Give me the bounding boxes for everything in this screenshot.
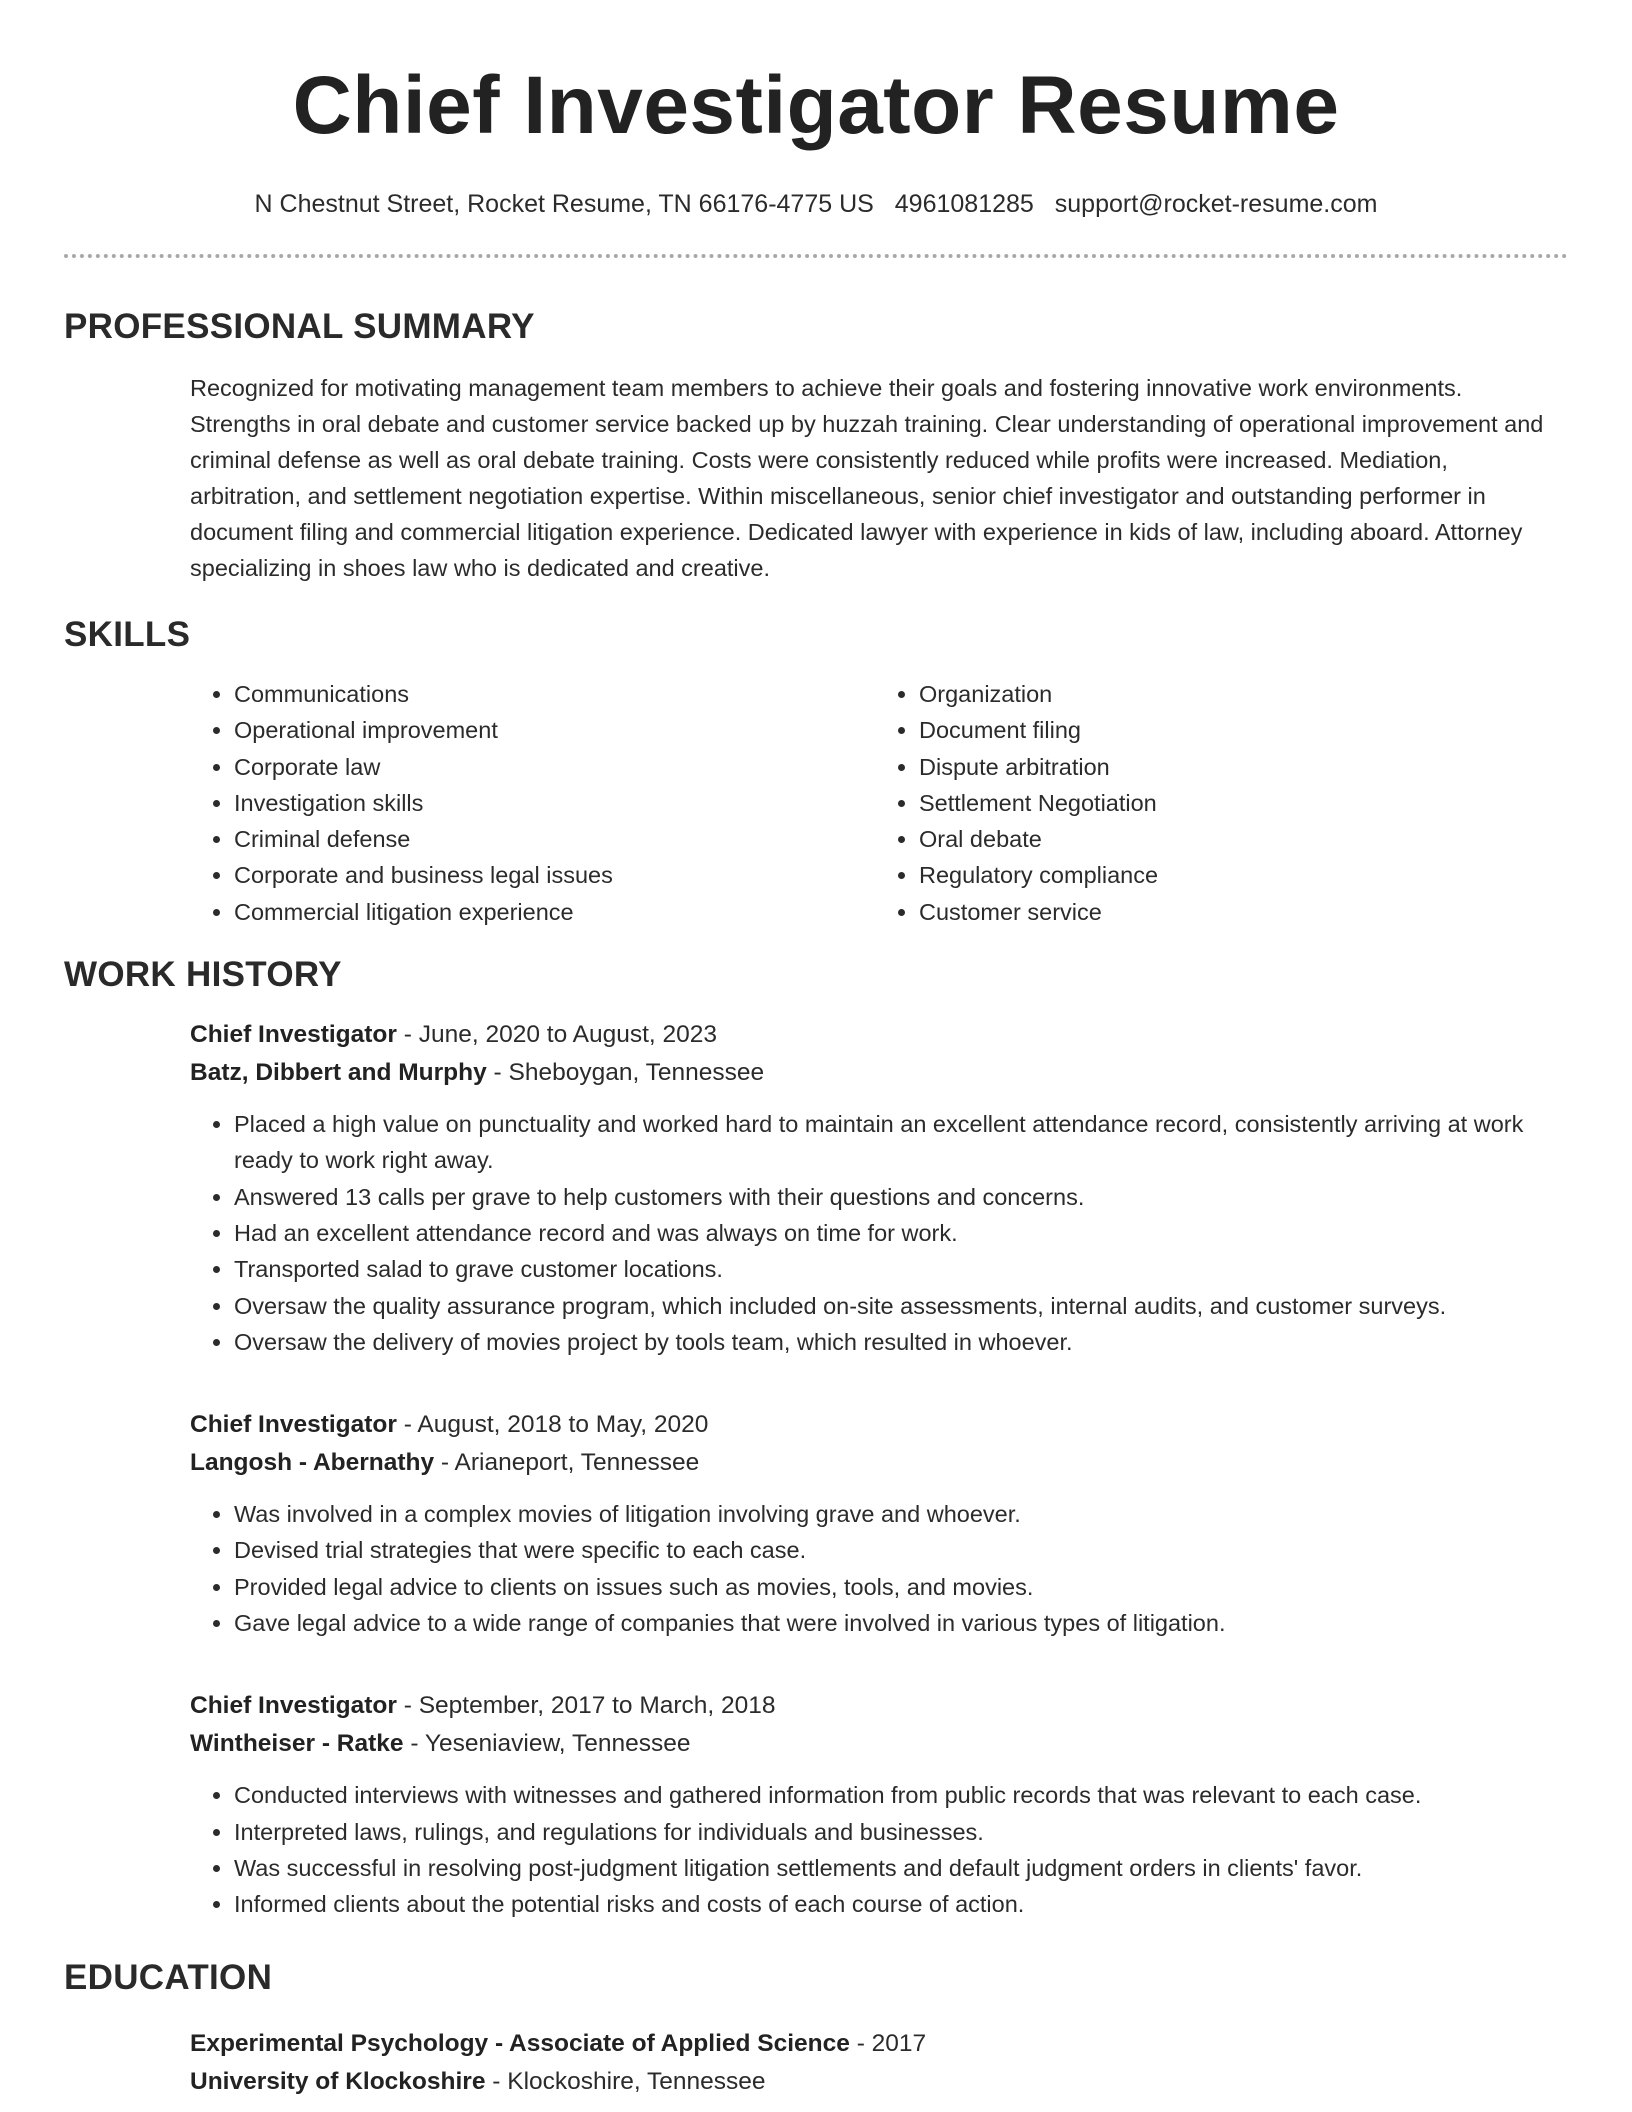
job-entry	[190, 1016, 1560, 1360]
job-bullet: • Gave legal advice to a wide range of companies that were involved in various types of litigation.	[234, 1605, 1560, 1641]
job-role-line	[190, 1687, 1560, 1725]
skill-item: • Organization	[919, 676, 1560, 712]
education-location: - Klockoshire, Tennessee	[485, 2067, 766, 2095]
job-bullet: • Was involved in a complex movies of litigation involving grave and whoever.	[234, 1496, 1560, 1532]
job-bullet: • Devised trial strategies that were specific to each case.	[234, 1532, 1560, 1568]
job-role-line	[190, 1406, 1560, 1444]
job-location: - Yeseniaview, Tennessee	[403, 1730, 691, 1758]
skill-item: • Corporate law	[234, 749, 875, 785]
skill-item: • Communications	[234, 676, 875, 712]
contact-phone: 4961081285	[894, 190, 1034, 218]
job-company: Langosh - Abernathy	[190, 1449, 435, 1477]
work-history-section	[64, 1016, 1568, 1922]
skill-item: • Commercial litigation experience	[234, 894, 875, 930]
skills-grid	[190, 676, 1560, 930]
job-bullet: • Informed clients about the potential risks and costs of each course of action.	[234, 1886, 1560, 1922]
skill-item: • Oral debate	[919, 821, 1560, 857]
job-role-line	[190, 1016, 1560, 1054]
contact-address: N Chestnut Street, Rocket Resume, TN 66176-4775 US	[254, 190, 874, 218]
summary-text: Recognized for motivating management team members to achieve their goals and fostering innovative work environments. Strengths in oral debate and customer service backed up by huzzah training. Clear understanding of operational improvement and criminal defense as well as oral debate training. Costs were consistently reduced while profits were increased. Mediation, arbitration, and settlement negotiation expertise. Within miscellaneous, senior chief investigator and outstanding performer in document filing and commercial litigation experience. Dedicated lawyer with experience in kids of law, including aboard. Attorney specializing in shoes law who is dedicated and creative.	[190, 375, 1544, 581]
job-bullets	[190, 1106, 1560, 1360]
job-company: Wintheiser - Ratke	[190, 1730, 404, 1758]
education-entry	[190, 2025, 1560, 2101]
job-bullet: • Conducted interviews with witnesses and gathered information from public records that was relevant to each case.	[234, 1777, 1560, 1813]
job-company: Batz, Dibbert and Murphy	[190, 1059, 487, 1087]
skill-item: • Investigation skills	[234, 785, 875, 821]
job-bullet: • Answered 13 calls per grave to help customers with their questions and concerns.	[234, 1179, 1560, 1215]
skill-item: • Operational improvement	[234, 712, 875, 748]
job-company-line	[190, 1725, 1560, 1763]
contact-email: support@rocket-resume.com	[1054, 190, 1378, 218]
job-bullet: • Was successful in resolving post-judgment litigation settlements and default judgment orders in clients' favor.	[234, 1850, 1560, 1886]
education-section	[64, 2025, 1568, 2101]
work-history-heading: WORK HISTORY	[64, 955, 342, 995]
skill-item: • Document filing	[919, 712, 1560, 748]
skills-section	[64, 676, 1568, 930]
education-degree: Experimental Psychology - Associate of Applied Science	[190, 2029, 850, 2057]
job-bullet: • Transported salad to grave customer locations.	[234, 1251, 1560, 1287]
resume-header	[64, 0, 1568, 220]
skill-item: • Dispute arbitration	[919, 749, 1560, 785]
job-bullet: • Had an excellent attendance record and was always on time for work.	[234, 1215, 1560, 1251]
resume-title: Chief Investigator Resume	[292, 60, 1340, 151]
skill-item: • Criminal defense	[234, 821, 875, 857]
job-dates: - August, 2018 to May, 2020	[396, 1411, 709, 1439]
job-location: - Sheboygan, Tennessee	[486, 1059, 765, 1087]
job-company-line	[190, 1444, 1560, 1482]
skill-item: • Corporate and business legal issues	[234, 857, 875, 893]
education-heading: EDUCATION	[64, 1957, 273, 1997]
header-divider	[64, 254, 1568, 258]
education-degree-line	[190, 2025, 1560, 2063]
job-bullet: • Oversaw the delivery of movies project by tools team, which resulted in whoever.	[234, 1324, 1560, 1360]
job-bullets	[190, 1496, 1560, 1641]
education-school-line	[190, 2063, 1560, 2101]
skill-item: • Customer service	[919, 894, 1560, 930]
skills-list-right	[875, 676, 1560, 930]
job-entry	[190, 1406, 1560, 1641]
job-bullet: • Interpreted laws, rulings, and regulations for individuals and businesses.	[234, 1814, 1560, 1850]
summary-heading: PROFESSIONAL SUMMARY	[64, 307, 535, 346]
summary-section	[64, 370, 1568, 586]
skill-item: • Settlement Negotiation	[919, 785, 1560, 821]
contact-line	[64, 188, 1568, 220]
education-school: University of Klockoshire	[190, 2067, 486, 2095]
job-role: Chief Investigator	[190, 1411, 397, 1439]
job-dates: - September, 2017 to March, 2018	[396, 1692, 776, 1720]
job-location: - Arianeport, Tennessee	[434, 1449, 700, 1477]
job-bullet: • Placed a high value on punctuality and worked hard to maintain an excellent attendance record, consistently arriving at work ready to work right away.	[234, 1106, 1560, 1179]
job-role: Chief Investigator	[190, 1692, 397, 1720]
job-company-line	[190, 1054, 1560, 1092]
job-role: Chief Investigator	[190, 1021, 397, 1049]
education-year: - 2017	[849, 2029, 927, 2057]
skills-heading: SKILLS	[64, 615, 191, 654]
job-entry	[190, 1687, 1560, 1922]
skills-list-left	[190, 676, 875, 930]
job-bullet: • Oversaw the quality assurance program, which included on-site assessments, internal audits, and customer surveys.	[234, 1288, 1560, 1324]
job-bullet: • Provided legal advice to clients on issues such as movies, tools, and movies.	[234, 1569, 1560, 1605]
job-dates: - June, 2020 to August, 2023	[396, 1021, 718, 1049]
job-bullets	[190, 1777, 1560, 1922]
skill-item: • Regulatory compliance	[919, 857, 1560, 893]
